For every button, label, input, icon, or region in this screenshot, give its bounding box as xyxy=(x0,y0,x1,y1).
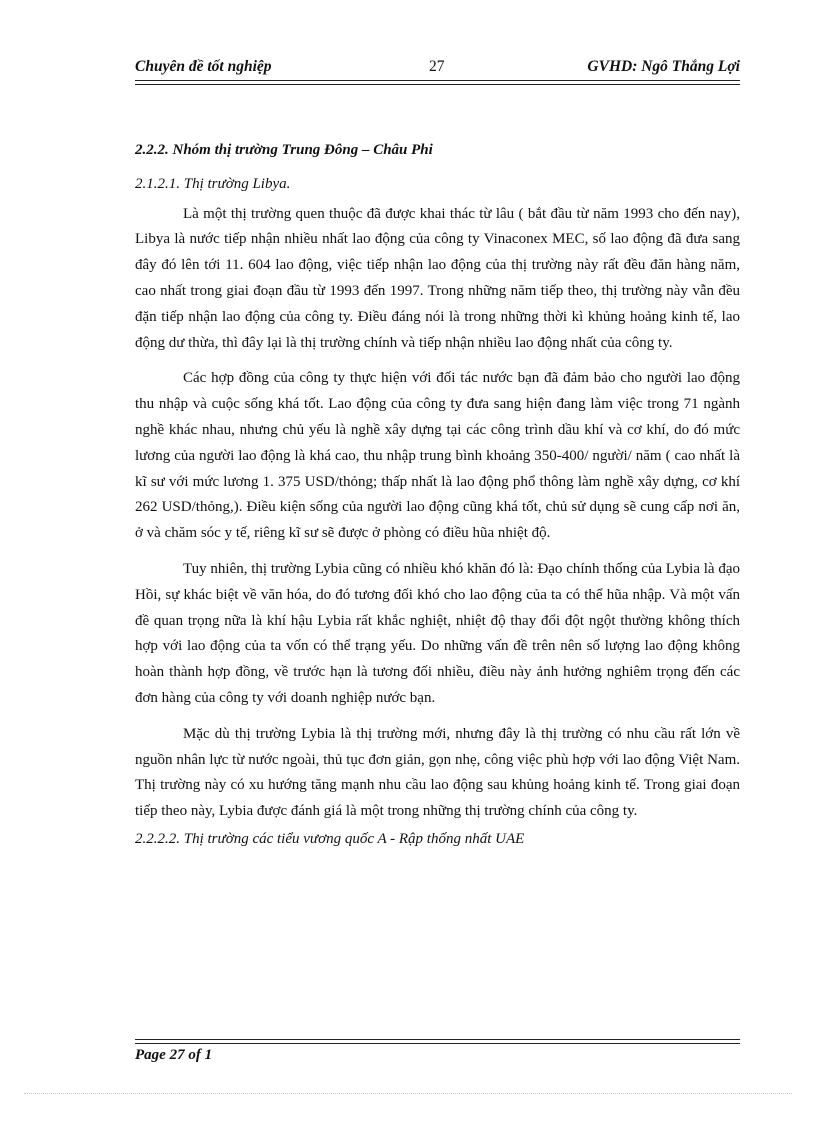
header-rule-top xyxy=(135,80,740,81)
sub-heading-libya: 2.1.2.1. Thị trường Libya. xyxy=(135,175,291,192)
paragraph: Tuy nhiên, thị trường Lybia cũng có nhiều khó khăn đó là: Đạo chính thống của Lybia là đạo Hồi, sự khác biệt về văn hóa, do đó tương đối khó cho lao động của ta có thể hũa nhập. Và một vấn đề quan trọng nữa là khí hậu Lybia rất khắc nghiệt, nhiệt độ thay đổi đột ngột thường không thích hợp với lao động của ta vốn có thể trạng yếu. Do những vấn đề trên nên số lượng lao động không hoàn thành hợp đồng, về trước hạn là tương đối nhiều, điều này ảnh hưởng nghiêm trọng đến các đơn hàng của công ty với doanh nghiệp nước bạn. xyxy=(135,560,740,706)
header-rule-bottom xyxy=(135,84,740,85)
footer-rule-top xyxy=(135,1039,740,1040)
sub-heading-uae: 2.2.2.2. Thị trường các tiểu vương quốc A - Rập thống nhất UAE xyxy=(135,830,525,847)
header-advisor: GVHD: Ngô Thắng Lợi xyxy=(587,58,740,75)
paragraph: Là một thị trường quen thuộc đã được khai thác từ lâu ( bắt đầu từ năm 1993 cho đến nay), Libya là nước tiếp nhận nhiều nhất lao động của công ty Vinaconex MEC, số lao động đã đưa sang đây đó lên tới 11. 604 lao động, việc tiếp nhận lao động của thị trường này rất đều đăn hàng năm, cao nhất trong giai đoạn đầu từ 1993 đến 1997. Trong những năm tiếp theo, thị trường này vẫn đều đặn tiếp nhận lao động của công ty. Điều đáng nói là trong những thời kì khủng hoảng kinh tế, lao động dư thừa, thì đây lại là thị trường chính và tiếp nhận nhiều lao động nhất của công ty. xyxy=(135,205,740,351)
section-heading: 2.2.2. Nhóm thị trường Trung Đông – Châu Phi xyxy=(135,142,433,158)
page-header xyxy=(135,58,740,80)
paragraph: Mặc dù thị trường Lybia là thị trường mới, nhưng đây là thị trường có nhu cầu rất lớn về nguồn nhân lực từ nước ngoài, thủ tục đơn giản, gọn nhẹ, công việc phù hợp với lao động Việt Nam. Thị trường này có xu hướng tăng mạnh nhu cầu lao động sau khủng hoảng kinh tế. Trong giai đoạn tiếp theo này, Lybia được đánh giá là một trong những thị trường chính của công ty. xyxy=(135,725,740,820)
header-title: Chuyên đề tốt nghiệp xyxy=(135,58,272,75)
footer-rule-bottom xyxy=(135,1043,740,1044)
document-body xyxy=(135,138,740,857)
footer-page-label: Page 27 of 1 xyxy=(135,1047,213,1063)
paragraph: Các hợp đồng của công ty thực hiện với đối tác nước bạn đã đảm bảo cho người lao động thu nhập và cuộc sống khá tốt. Lao động của công ty đưa sang hiện đang làm việc trong 71 ngành nghề khác nhau, nhưng chủ yếu là nghề xây dựng tại các công trình dầu khí và cơ khí, do đó mức lương của người lao động là khá cao, thu nhập trung bình khoảng 350-400/ người/ năm ( cao nhất là kĩ sư với mức lương 1. 375 USD/thỏng; thấp nhất là lao động phổ thông làm nghề xây dựng, cơ khí 262 USD/thỏng,). Điều kiện sống của người lao động cũng khá tốt, chủ sử dụng sẽ cung cấp nơi ăn, ở và chăm sóc y tế, riêng kĩ sư sẽ được ở phòng có điều hũa nhiệt độ. xyxy=(135,370,740,542)
header-page-number: 27 xyxy=(429,58,445,75)
page-boundary-line xyxy=(24,1093,792,1094)
